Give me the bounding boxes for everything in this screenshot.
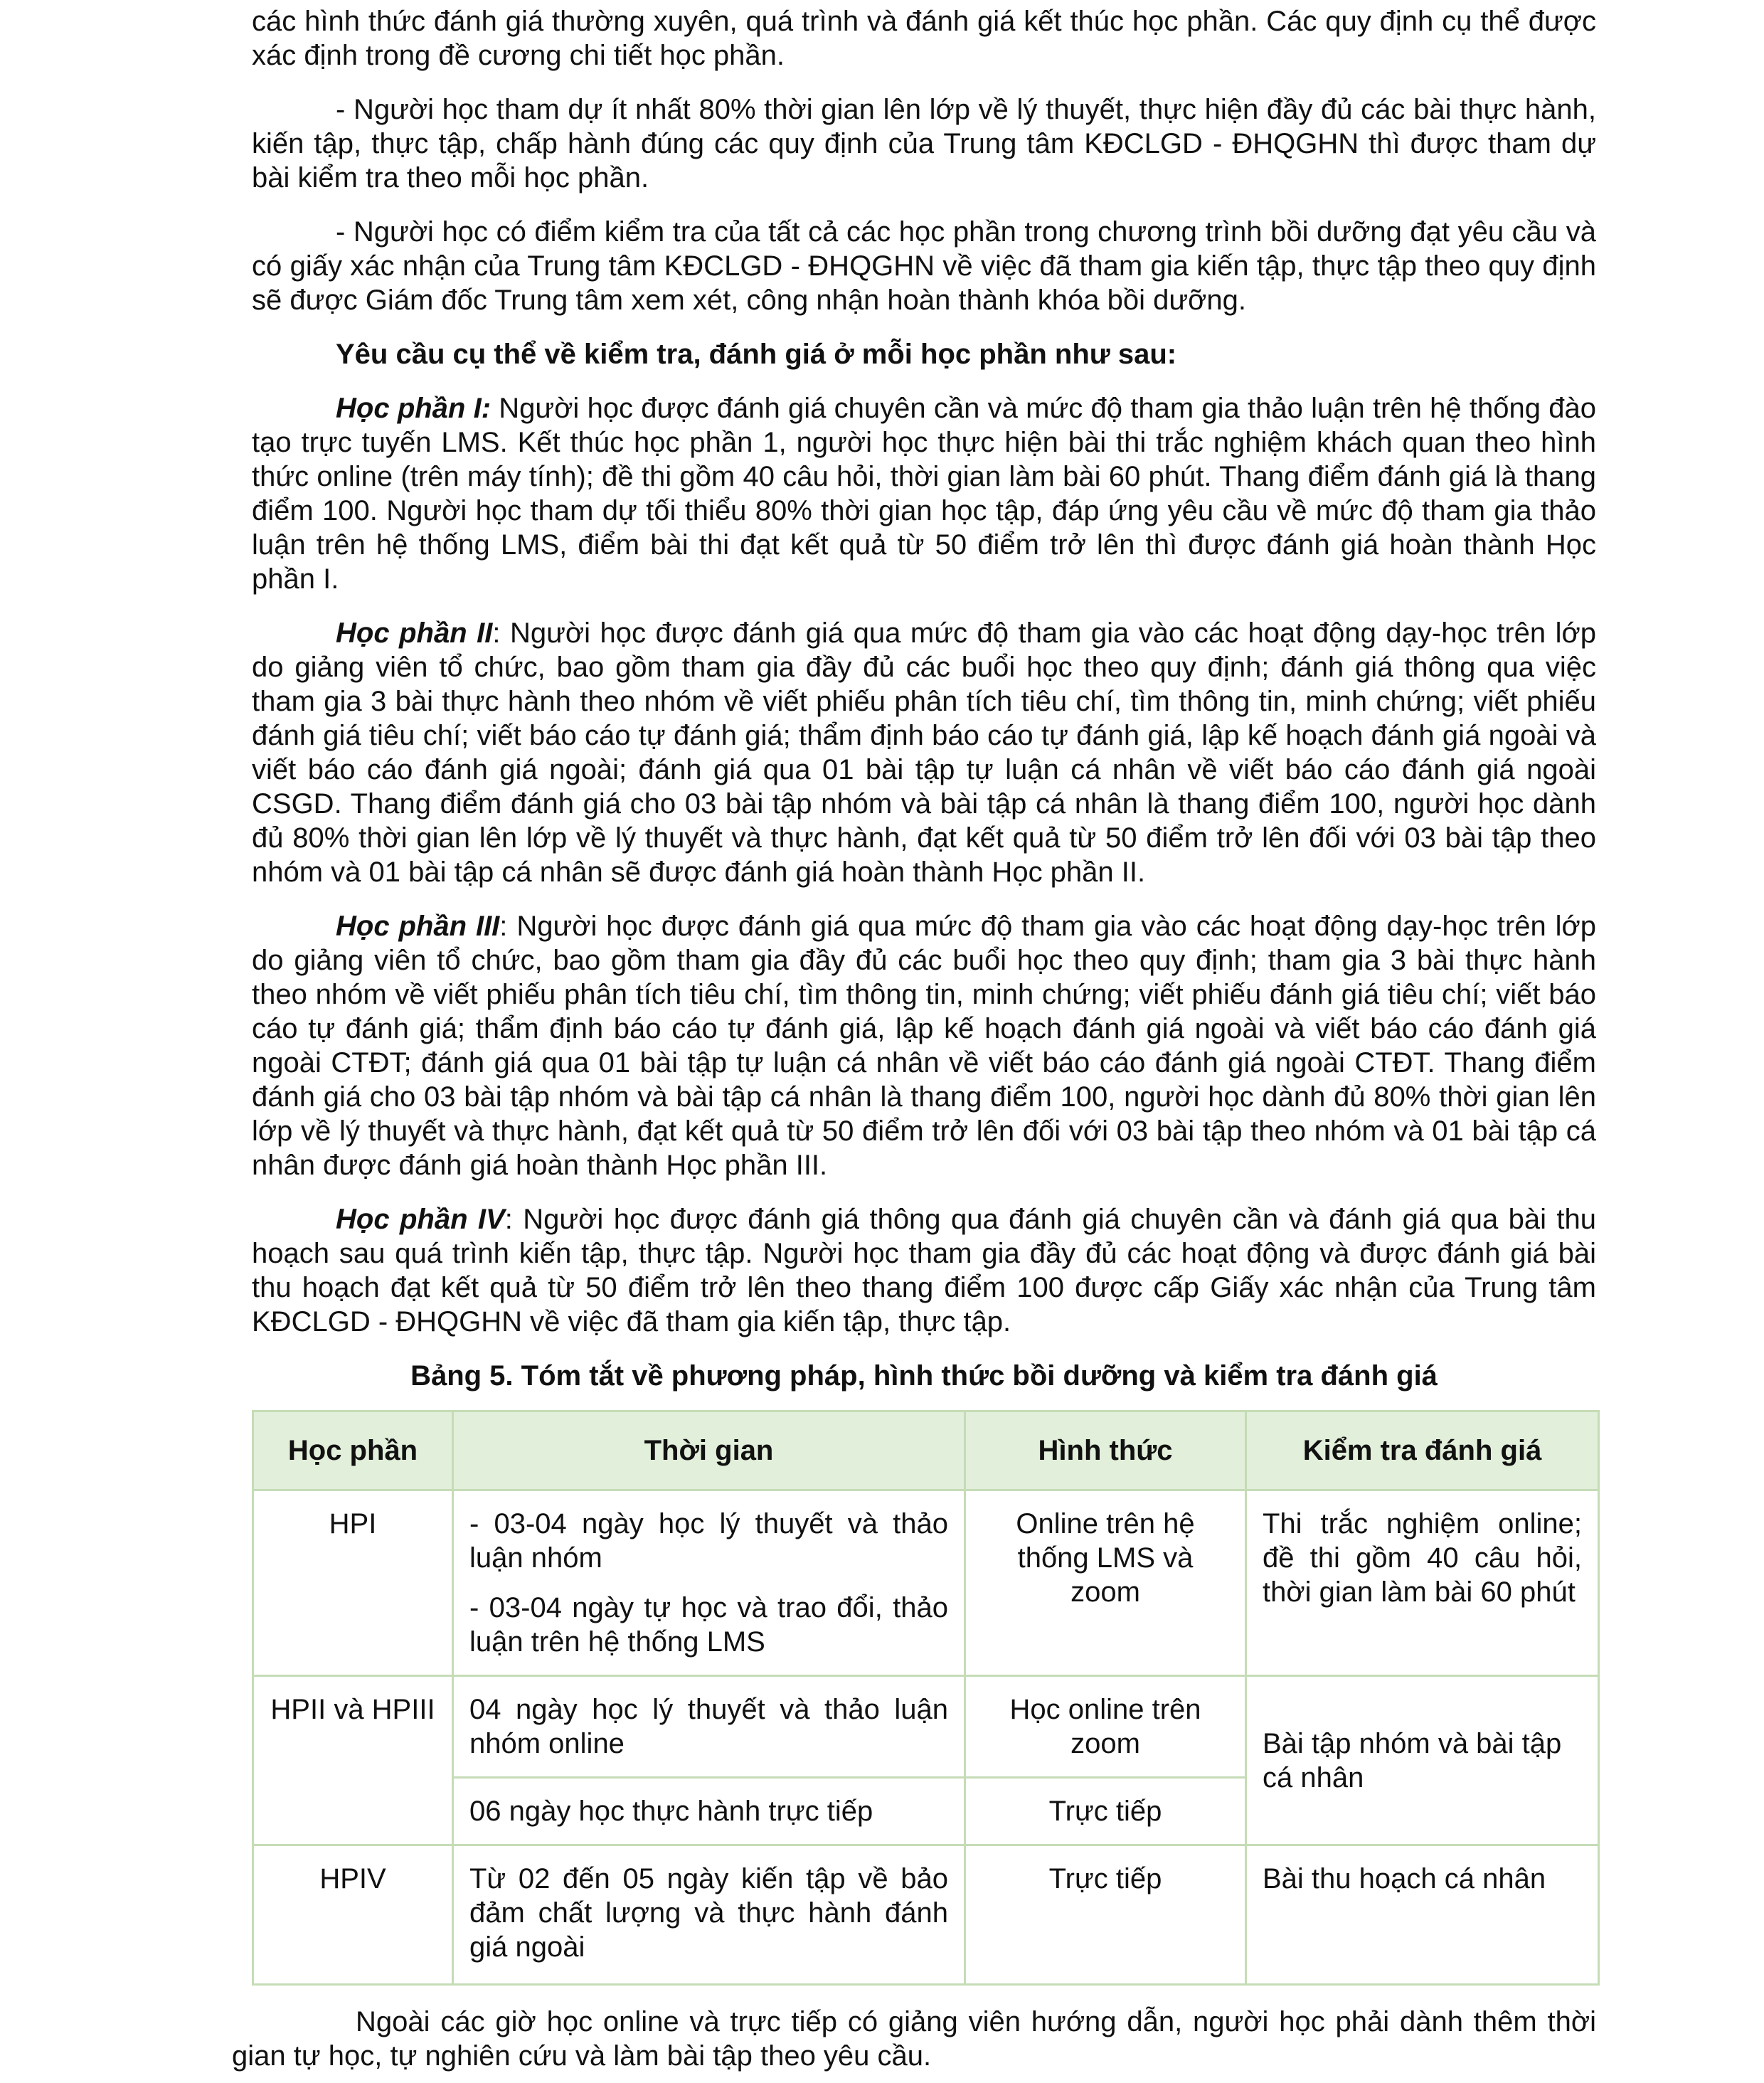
cell-assessment-hp1: Thi trắc nghiệm online; đề thi gồm 40 câu hỏi, thời gian làm bài 60 phút (1246, 1490, 1599, 1676)
cell-module-hp4: HPIV (253, 1845, 453, 1985)
cell-assessment-hp4: Bài thu hoạch cá nhân (1246, 1845, 1599, 1985)
section-heading: Yêu cầu cụ thể về kiểm tra, đánh giá ở mỗi học phần như sau: (336, 339, 1177, 370)
cell-form-hp23-2: Trực tiếp (965, 1778, 1246, 1845)
paragraph-completion: - Người học có điểm kiểm tra của tất cả các học phần trong chương trình bồi dưỡng đạt yêu cầu và có giấy xác nhận của Trung tâm KĐCLGD - ĐHQGHN về việc đã tham gia kiến tập, thực tập theo quy định sẽ được Giám đốc Trung tâm xem xét, công nhận hoàn thành khóa bồi dưỡng. (252, 216, 1596, 316)
header-form: Hình thức (965, 1411, 1246, 1490)
cell-module-hp23: HPII và HPIII (253, 1676, 453, 1845)
paragraph-intro: các hình thức đánh giá thường xuyên, quá trình và đánh giá kết thúc học phần. Các quy định cụ thể được xác định trong đề cương chi tiết học phần. (252, 6, 1596, 71)
paragraph-module-1 (252, 391, 1596, 596)
module-2-label: Học phần II (336, 618, 493, 649)
module-4-text: : Người học được đánh giá thông qua đánh giá chuyên cần và đánh giá qua bài thu hoạch sau quá trình kiến tập, thực tập. Người học tham gia đầy đủ các hoạt động và được đánh giá bài thu hoạch đạt kết quả từ 50 điểm trở lên theo thang điểm 100 được cấp Giấy xác nhận của Trung tâm KĐCLGD - ĐHQGHN về việc đã tham gia kiến tập, thực tập. (252, 1204, 1596, 1337)
table-caption: Bảng 5. Tóm tắt về phương pháp, hình thức bồi dưỡng và kiểm tra đánh giá (410, 1360, 1438, 1392)
cell-form-hp23-1: Học online trên zoom (965, 1676, 1246, 1778)
module-3-label: Học phần III (336, 911, 500, 942)
module-2-text: : Người học được đánh giá qua mức độ tham gia vào các hoạt động dạy-học trên lớp do giảng viên tổ chức, bao gồm tham gia đầy đủ các buổi học theo quy định; đánh giá thông qua việc tham gia 3 bài thực hành theo nhóm về viết phiếu phân tích tiêu chí, tìm thông tin, minh chứng; viết phiếu đánh giá tiêu chí; viết báo cáo tự đánh giá; thẩm định báo cáo tự đánh giá, lập kế hoạch đánh giá ngoài và viết báo cáo đánh giá ngoài; đánh giá qua 01 bài tập tự luận cá nhân về viết báo cáo đánh giá ngoài CSGD. Thang điểm đánh giá cho 03 bài tập nhóm và bài tập cá nhân là thang điểm 100, người học dành đủ 80% thời gian lên lớp về lý thuyết và thực hành, đạt kết quả từ 50 điểm trở lên đối với 03 bài tập theo nhóm và 01 bài tập cá nhân sẽ được đánh giá hoàn thành Học phần II. (252, 618, 1596, 888)
module-4-label: Học phần IV (336, 1204, 505, 1235)
table-header-row (253, 1411, 1599, 1490)
paragraph-closing: Ngoài các giờ học online và trực tiếp có giảng viên hướng dẫn, người học phải dành thêm thời gian tự học, tự nghiên cứu và làm bài tập theo yêu cầu. (232, 2006, 1596, 2072)
cell-assessment-hp23: Bài tập nhóm và bài tập cá nhân (1246, 1676, 1599, 1845)
paragraph-module-3 (252, 909, 1596, 1182)
time-hp1-line-2: - 03-04 ngày tự học và trao đổi, thảo luận trên hệ thống LMS (469, 1592, 948, 1658)
cell-form-hp4: Trực tiếp (965, 1845, 1246, 1985)
cell-time-hp23-1: 04 ngày học lý thuyết và thảo luận nhóm online (453, 1676, 965, 1778)
table-row (253, 1845, 1599, 1985)
cell-form-hp1: Online trên hệ thống LMS và zoom (965, 1490, 1246, 1676)
time-hp1-line-1: - 03-04 ngày học lý thuyết và thảo luận nhóm (469, 1508, 948, 1574)
module-3-text: : Người học được đánh giá qua mức độ tham gia vào các hoạt động dạy-học trên lớp do giảng viên tổ chức, bao gồm tham gia đầy đủ các buổi học theo quy định; tham gia 3 bài thực hành theo nhóm về viết phiếu phân tích tiêu chí, tìm thông tin, minh chứng; viết phiếu đánh giá tiêu chí; viết báo cáo tự đánh giá; thẩm định báo cáo tự đánh giá, lập kế hoạch đánh giá ngoài và viết báo cáo đánh giá ngoài CTĐT; đánh giá qua 01 bài tập tự luận cá nhân về viết báo cáo đánh giá ngoài CTĐT. Thang điểm đánh giá cho 03 bài tập nhóm và bài tập cá nhân là thang điểm 100, người học dành đủ 80% thời gian lên lớp về lý thuyết và thực hành, đạt kết quả từ 50 điểm trở lên đối với 03 bài tập theo nhóm và 01 bài tập cá nhân được đánh giá hoàn thành Học phần III. (252, 911, 1596, 1181)
header-time: Thời gian (453, 1411, 965, 1490)
cell-time-hp4: Từ 02 đến 05 ngày kiến tập về bảo đảm chất lượng và thực hành đánh giá ngoài (453, 1845, 965, 1985)
paragraph-attendance: - Người học tham dự ít nhất 80% thời gian lên lớp về lý thuyết, thực hiện đầy đủ các bài thực hành, kiến tập, thực tập, chấp hành đúng các quy định của Trung tâm KĐCLGD - ĐHQGHN thì được tham dự bài kiểm tra theo mỗi học phần. (252, 94, 1596, 194)
table-row (253, 1676, 1599, 1778)
module-1-text: Người học được đánh giá chuyên cần và mức độ tham gia thảo luận trên hệ thống đào tạo trực tuyến LMS. Kết thúc học phần 1, người học thực hiện bài thi trắc nghiệm khách quan theo hình thức online (trên máy tính); đề thi gồm 40 câu hỏi, thời gian làm bài 60 phút. Thang điểm đánh giá là thang điểm 100. Người học tham dự tối thiểu 80% thời gian học tập, đáp ứng yêu cầu về mức độ tham gia thảo luận trên hệ thống LMS, điểm bài thi đạt kết quả từ 50 điểm trở lên thì được đánh giá hoàn thành Học phần I. (252, 393, 1596, 595)
cell-time-hp23-2: 06 ngày học thực hành trực tiếp (453, 1778, 965, 1845)
header-module: Học phần (253, 1411, 453, 1490)
table-row (253, 1490, 1599, 1676)
document-page (252, 4, 1596, 1986)
paragraph-module-4 (252, 1202, 1596, 1339)
module-1-label: Học phần I: (336, 393, 492, 424)
cell-time-hp1 (453, 1490, 965, 1676)
paragraph-module-2 (252, 616, 1596, 889)
cell-module-hp1: HPI (253, 1490, 453, 1676)
summary-table (252, 1410, 1600, 1986)
header-assessment: Kiểm tra đánh giá (1246, 1411, 1599, 1490)
